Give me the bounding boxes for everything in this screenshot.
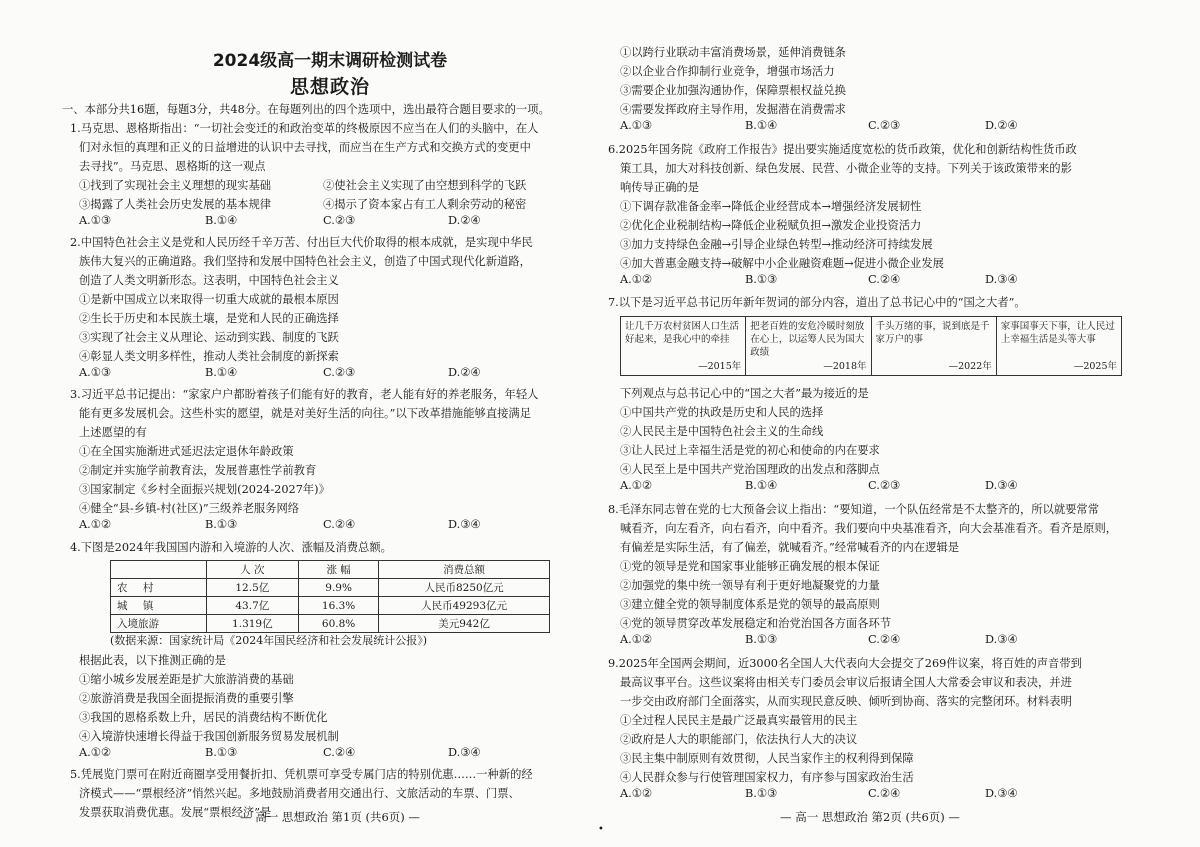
quote-text: 千头万绪的事，说到底是千家万户的事 [875,321,990,345]
question-2-option: ③实现了社会主义从理论、运动到实践、制度的飞跃 [79,331,339,344]
answer-a: A.①② [620,787,653,800]
question-6-line-2: 策工具，加大对科技创新、绿色发展、民营、小微企业等的支持。下列关于该政策带来的影 [620,162,1072,175]
question-7-option: ④人民至上是中国共产党治国理政的出发点和落脚点 [620,463,880,476]
question-9-option: ③民主集中制原则有效贯彻，人民当家作主的权利得到保障 [620,752,914,765]
table-cell: 12.5亿 [206,579,299,597]
answer-c: C.②④ [323,518,356,531]
answer-c: C.②③ [323,366,356,379]
answer-a: A.①② [79,518,112,531]
answer-a: A.①③ [79,214,112,227]
tourism-table [110,560,550,633]
question-7-lead: 7.以下是习近平总书记历年新年贺词的部分内容，道出了总书记心中的“国之大者”。 [608,296,1026,309]
table-cell: 美元942亿 [379,615,550,633]
question-9-option: ①全过程人民民主是最广泛最真实最管用的民主 [620,714,858,727]
question-6-option: ②优化企业税制结构→降低企业税赋负担→激发企业投资活力 [620,219,922,232]
table-header [111,561,207,579]
question-3-option: ④健全“县-乡镇-村(社区)”三级养老服务网络 [79,502,300,515]
answer-a: A.①② [620,273,653,286]
question-1-line-3: 去寻找”。马克思、恩格斯的这一观点 [79,160,266,173]
question-8-line-3: 有偏差是实际生活，有了偏差，就喊看齐。”经常喊看齐的内在逻辑是 [620,541,960,554]
quote-cards [620,316,1122,376]
answer-c: C.②③ [868,119,901,132]
answer-d: D.③④ [985,633,1018,646]
answer-d: D.③④ [448,518,481,531]
question-6-line-3: 响传导正确的是 [620,181,700,194]
question-8-option: ③建立健全党的领导制度体系是党的领导的最高原则 [620,598,880,611]
quote-text: 让几千万农村贫困人口生活好起来，是我心中的牵挂 [625,321,740,345]
answer-c: C.②④ [868,787,901,800]
page-2 [608,0,1120,847]
section-instruction: 一、本部分共16题，每题3分，共48分。在每题列出的四个选项中，选出最符合题目要求的一项。 [62,103,550,116]
table-cell: 16.3% [299,597,379,615]
question-4-option: ④入境游快速增长得益于我国创新服务贸易发展机制 [79,730,339,743]
table-cell: 城 镇 [111,597,207,615]
question-3-line-3: 上述愿望的有 [79,426,147,439]
table-cell: 人民币8250亿元 [379,579,550,597]
answer-b: B.①③ [745,787,778,800]
question-8-option: ④党的领导贯穿改革发展稳定和治党治国各方面各环节 [620,617,892,630]
question-6-option: ①下调存款准备金率→降低企业经营成本→增强经济发展韧性 [620,200,922,213]
question-2-answers [70,366,590,385]
table-header-row [111,561,550,579]
question-9-line-3: 一步交由政府部门全面落实，从而实现民意反映、倾听到协商、落实的完整闭环。材料表明 [620,695,1072,708]
answer-a: A.①② [620,633,653,646]
question-5-line-2: 济模式——“票根经济”悄然兴起。多地鼓励消费者用交通出行、文旅活动的车票、门票、 [79,787,520,800]
answer-d: D.②④ [448,214,481,227]
question-2-line-1: 2.中国特色社会主义是党和人民历经千辛万苦、付出巨大代价取得的根本成就，是实现中华民 [70,236,533,249]
question-1-option: ②使社会主义实现了由空想到科学的飞跃 [323,179,527,192]
question-3-line-2: 能有更多发展机会。这些朴实的愿望，就是对美好生活的向往。”以下改革措施能够直接满足 [79,407,532,420]
question-4-option: ②旅游消费是我国全面提振消费的重要引擎 [79,692,294,705]
table-cell: 43.7亿 [206,597,299,615]
question-3-answers [70,518,590,537]
question-1-option: ④揭示了资本家占有工人剩余劳动的秘密 [323,198,527,211]
question-1-answers [70,214,590,233]
question-6-line-1: 6.2025年国务院《政府工作报告》提出要实施适度宽松的货币政策，优化和创新结构性货币政 [608,143,1077,156]
question-8-answers [620,633,1120,652]
answer-c: C.②④ [868,273,901,286]
question-1-option: ③揭露了人类社会历史发展的基本规律 [79,198,272,211]
table-row [111,615,550,633]
table-row [111,579,550,597]
table-row [111,597,550,615]
quote-card [997,317,1121,375]
answer-d: D.②④ [448,366,481,379]
quote-year: —2015年 [698,361,742,372]
quote-card [872,317,997,375]
exam-title: 2024级高一期末调研检测试卷 [212,51,448,71]
answer-c: C.②④ [323,746,356,759]
question-2-option: ①是新中国成立以来取得一切重大成就的最根本原因 [79,293,339,306]
question-9-option: ④人民群众参与行使管理国家权力，有序参与国家政治生活 [620,771,914,784]
answer-b: B.①④ [205,214,238,227]
quote-year: —2025年 [1073,361,1117,372]
quote-card [621,317,746,375]
exam-subject: 思想政治 [289,76,370,98]
question-9-line-2: 最高议事平台。这些议案将由相关专门委员会审议后报请全国人大常委会审议和表决，并进 [620,676,1072,689]
question-1-line-2: 们对永恒的真理和正义的日益增进的认识中去寻找，而应当在生产方式和交换方式的变更中 [79,141,531,154]
center-mark: • [598,824,604,835]
page-footer: — 高一 思想政治 第1页 (共6页) — [240,810,420,824]
table-source: (数据来源：国家统计局《2024年国民经济和社会发展统计公报》) [110,634,428,647]
question-7-ask: 下列观点与总书记心中的“国之大者”最为接近的是 [620,387,869,400]
question-5-line-1: 5.凭展览门票可在附近商圈享受用餐折扣、凭机票可享受专属门店的特别优惠……一种新的经 [70,768,533,781]
answer-b: B.①③ [205,746,238,759]
question-7-option: ③让人民过上幸福生活是党的初心和使命的内在要求 [620,444,880,457]
answer-b: B.①④ [205,366,238,379]
quote-text: 家事国事天下事，让人民过上幸福生活是头等大事 [1000,321,1115,345]
question-6-answers [620,273,1120,292]
answer-b: B.①③ [745,273,778,286]
question-9-option: ②政府是人大的职能部门，依法执行人大的决议 [620,733,858,746]
table-cell: 1.319亿 [206,615,299,633]
answer-b: B.①③ [745,633,778,646]
quote-year: —2018年 [823,361,867,372]
question-8-option: ②加强党的集中统一领导有利于更好地凝聚党的力量 [620,579,880,592]
question-7-option: ①中国共产党的执政是历史和人民的选择 [620,406,824,419]
question-3-option: ②制定并实施学前教育法，发展普惠性学前教育 [79,464,317,477]
answer-a: A.①② [79,746,112,759]
question-5-option: ①以跨行业联动丰富消费场景，延伸消费链条 [620,46,846,59]
question-5-option: ④需要发挥政府主导作用，发掘潜在消费需求 [620,103,846,116]
question-5-option: ③需要企业加强沟通协作，保障票根权益兑换 [620,84,846,97]
answer-c: C.②④ [868,633,901,646]
question-2-line-3: 创造了人类文明新形态。这表明，中国特色社会主义 [79,274,339,287]
question-4-ask: 根据此表，以下推测正确的是 [79,654,226,667]
page-footer: — 高一 思想政治 第2页 (共6页) — [780,810,960,824]
question-4-answers [70,746,590,765]
question-8-line-1: 8.毛泽东同志曾在党的七大预备会议上指出：“要知道，一个队伍经常是不太整齐的，所以就要常常 [608,503,1100,516]
question-7-answers [620,479,1120,498]
answer-a: A.①② [620,479,653,492]
answer-b: B.①③ [205,518,238,531]
question-2-option: ②生长于历史和本民族土壤，是党和人民的正确选择 [79,312,339,325]
quote-card [746,317,871,375]
question-5-option: ②以企业合作抑制行业竞争，增强市场活力 [620,65,835,78]
question-3-line-1: 3.习近平总书记提出：“家家户户都盼着孩子们能有好的教育，老人能有好的养老服务，年轻人 [70,388,539,401]
table-cell: 入境旅游 [111,615,207,633]
table-header: 人 次 [206,561,299,579]
table-header: 消费总额 [379,561,550,579]
answer-b: B.①④ [745,479,778,492]
answer-d: D.③④ [985,479,1018,492]
table-cell: 人民币49293亿元 [379,597,550,615]
table-cell: 9.9% [299,579,379,597]
question-8-option: ①党的领导是党和国家事业能够正确发展的根本保证 [620,560,880,573]
table-header: 涨 幅 [299,561,379,579]
question-2-line-2: 族伟大复兴的正确道路。我们坚持和发展中国特色社会主义，创造了中国式现代化新道路， [79,255,531,268]
question-2-option: ④彰显人类文明多样性，推动人类社会制度的新探索 [79,350,339,363]
answer-d: D.③④ [985,273,1018,286]
answer-d: D.③④ [985,787,1018,800]
table-cell: 农 村 [111,579,207,597]
question-3-option: ①在全国实施渐进式延迟法定退休年龄政策 [79,445,294,458]
quote-year: —2022年 [948,361,992,372]
question-1-option: ①找到了实现社会主义理想的现实基础 [79,179,272,192]
question-6-option: ③加力支持绿色金融→引导企业绿色转型→推动经济可持续发展 [620,238,933,251]
question-7-option: ②人民民主是中国特色社会主义的生命线 [620,425,824,438]
answer-c: C.②③ [868,479,901,492]
question-9-line-1: 9.2025年全国两会期间，近3000名全国人大代表向大会提交了269件议案，将百姓的声音带到 [608,657,1082,670]
question-5-line-3: 发票获取消费优惠。发展“票根经济”是 [79,806,272,819]
answer-a: A.①③ [79,366,112,379]
question-6-option: ④加大普惠金融支持→破解中小企业融资难题→促进小微企业发展 [620,257,944,270]
question-3-option: ③国家制定《乡村全面振兴规划(2024-2027年)》 [79,483,330,496]
question-4-option: ③我国的恩格系数上升，居民的消费结构不断优化 [79,711,328,724]
answer-b: B.①④ [745,119,778,132]
answer-a: A.①③ [620,119,653,132]
answer-c: C.②③ [323,214,356,227]
question-5-answers [620,119,1120,138]
question-4-option: ①缩小城乡发展差距是扩大旅游消费的基础 [79,673,294,686]
table-cell: 60.8% [299,615,379,633]
page-1 [62,0,590,847]
question-1-line-1: 1.马克思、恩格斯指出：“一切社会变迁的和政治变革的终极原因不应当在人们的头脑中，在人 [70,122,539,135]
answer-d: D.③④ [448,746,481,759]
question-4-lead: 4.下图是2024年我国国内游和入境游的人次、涨幅及消费总额。 [70,541,392,554]
answer-d: D.②④ [985,119,1018,132]
quote-text: 把老百姓的安危冷暖时刻放在心上，以运筹人民为国大政绩 [750,321,865,358]
question-8-line-2: 喊看齐，向左看齐，向右看齐，向中看齐。我们要向中央基准看齐，向大会基准看齐。看齐是原则， [620,522,1118,535]
question-9-answers [620,787,1120,806]
